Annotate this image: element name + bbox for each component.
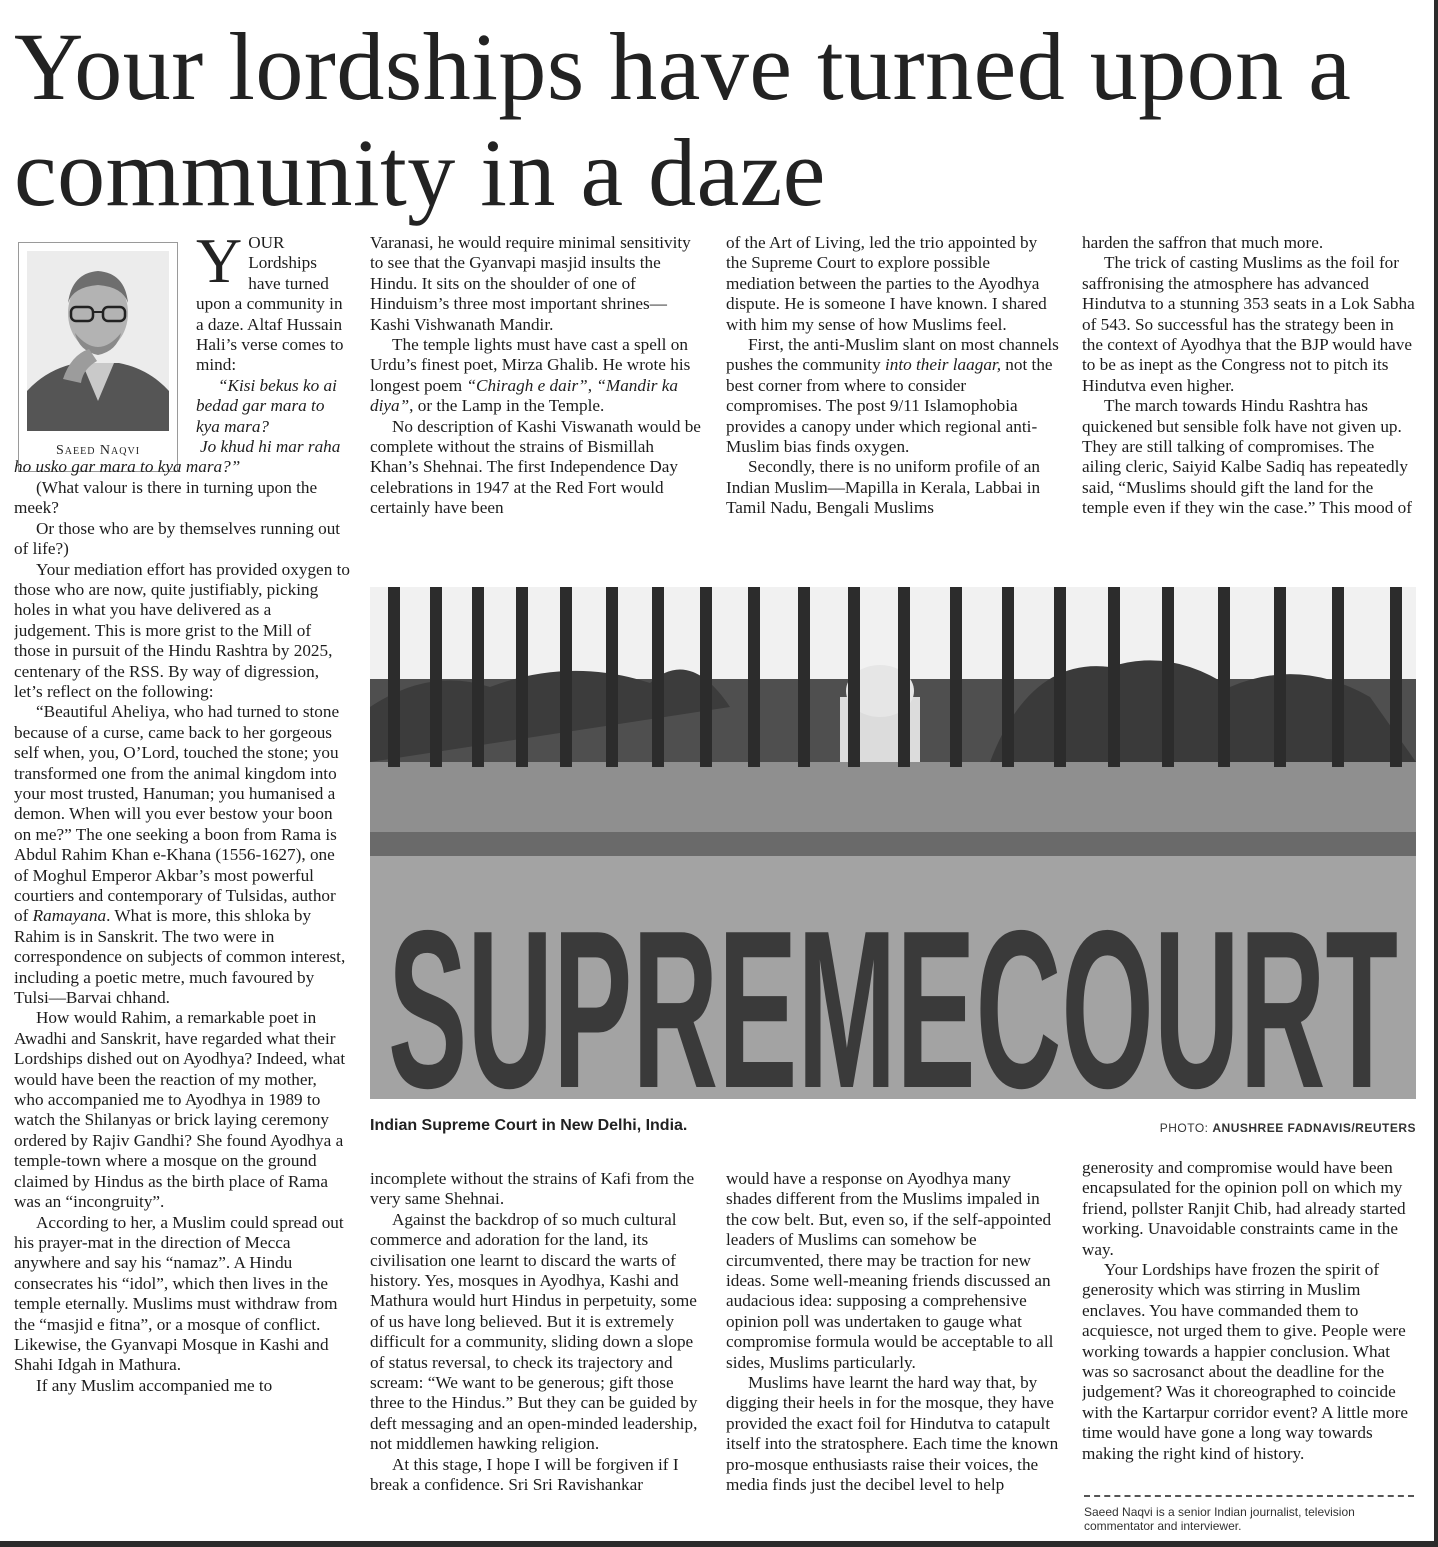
paragraph: How would Rahim, a remarkable poet in Awadhi and Sanskrit, have regarded what their Lordships dished out on Ayodhya? Indeed, what would have been the reaction of my mother, who accompanied me to Ayodhya in 1989 to watch the Shilanyas or brick laying ceremony ordered by Rajiv Gandhi? She found Ayodhya a temple-town where a mosque on the ground claimed by Hindus as the birth place of Rama was an “incongruity”. (14, 1008, 346, 1212)
paragraph: “Beautiful Aheliya, who had turned to stone because of a curse, came back to her gorgeous self when, you, O’Lord, touched the stone; you transformed one from the animal kingdom into your most trusted, Hanuman; you humanised a demon. When will you ever bestow your boon on me?” The one seeking a boon from Rama is Abdul Rahim Khan e-Khana (1556-1627), one of Moghul Emperor Akbar’s most powerful courtiers and contemporary of Tulsidas, author of Ramayana. What is more, this shloka by Rahim is in Sanskrit. The two were in correspondence on subjects of common interest, including a poetic metre, much favoured by Tulsi––Barvai chhand. (14, 702, 346, 1008)
paragraph: Muslims have learnt the hard way that, by digging their heels in for the mosque, they have provided the exact foil for Hindutva to catapult itself into the stratosphere. Each time the known pro-mosque enthusiasts raise their voices, the media finds just the decibel level to help (726, 1373, 1059, 1495)
article-column-4-top (1082, 233, 1416, 563)
photo-caption: Indian Supreme Court in New Delhi, India. (370, 1117, 688, 1134)
drop-cap: Y (196, 233, 243, 296)
paragraph: According to her, a Muslim could spread out his prayer-mat in the direction of Mecca anywhere and say his “namaz”. A Hindu consecrates his “idol”, which then lives in the temple eternally. Muslims must withdraw from the “masjid e fitna”, or a mosque of conflict. Likewise, the Gyanvapi Mosque in Kashi and Shahi Idgah in Mathura. (14, 1212, 344, 1375)
paragraph: The temple lights must have cast a spell on Urdu’s finest poet, Mirza Ghalib. He wrote his longest poem “Chiragh e dair”, “Mandir ka diya”, or the Lamp in the Temple. (370, 335, 691, 416)
paragraph: harden the saffron that much more. (1082, 233, 1324, 252)
paragraph: Your Lordships have frozen the spirit of generosity which was stirring in Muslim enclaves. You have commanded them to acquiesce, not urged them to give. People were working towards a happier conclusion. What was so sacrosanct about the deadline for the judgement? Was it choreographed to coincide with the Kartarpur corridor event? A little more time would have gone a long way towards making the right kind of history. (1082, 1260, 1408, 1463)
paragraph: incomplete without the strains of Kafi from the very same Shehnai. (370, 1169, 695, 1209)
article-column-2-top (370, 233, 702, 563)
photo-sign-text: SUPREMECOURT (388, 883, 1398, 1099)
photo-credit: PHOTO: ANUSHREE FADNAVIS/REUTERS (1159, 1121, 1416, 1135)
poem-title: “Mandir ka diya” (370, 375, 678, 416)
verse-line-1: “Kisi bekus ko ai bedad gar mara to kya mara? (196, 375, 337, 436)
paragraph: Varanasi, he would require minimal sensitivity to see that the Gyanvapi masjid insults the Hindu. It sits on the shoulder of one of Hinduism’s three most important shrines—Kashi Vishwanath Mandir. (370, 233, 691, 334)
paragraph: Against the backdrop of so much cultural commerce and adoration for the land, its civilisation one learnt to discard the warts of history. Yes, mosques in Ayodhya, Kashi and Mathura would hurt Hindus in perpetuity, some of us have long believed. But it is extremely difficult for a community, sliding down a slope of status reversal, to check its trajectory and scream: “We want to be generous; gift those three to the Hindus.” But they can be guided by deft messaging and an open-minded leadership, not middlemen hawking religion. (370, 1209, 698, 1454)
article-column-3-top (726, 233, 1060, 563)
article-column-4-bottom (1082, 1158, 1416, 1490)
supreme-court-image (370, 587, 1416, 1099)
bottom-border (0, 1541, 1438, 1547)
paragraph: of the Art of Living, led the trio appointed by the Supreme Court to explore possible mediation between the parties to the Ayodhya dispute. He is someone I have known. I shared with him my sense of how Muslims feel. (726, 233, 1047, 334)
article-intro (196, 233, 350, 437)
italic-phrase: into their laagar, (884, 355, 1001, 375)
verse-line-2: Jo khud hi mar raha ho usko gar mara to kya mara?” (14, 437, 341, 477)
paragraph: The march towards Hindu Rashtra has quickened but sensible folk have not given up. They are still talking of compromises. The ailing cleric, Saiyid Kalbe Sadiq has repeatedly said, “Muslims should gift the land for the temple even if they win the case.” This mood of (1082, 396, 1412, 518)
paragraph: Your mediation effort has provided oxygen to those who are now, quite justifiably, picking holes in what you have delivered as a judgement. This is more grist to the Mill of those in pursuit of the Hindu Rashtra by 2025, centenary of the RSS. By way of digression, let’s reflect on the following: (14, 559, 350, 701)
paragraph: No description of Kashi Viswanath would be complete without the strains of Bismillah Khan’s Shehnai. The first Independence Day celebrations in 1947 at the Red Fort would certainly have been (370, 416, 701, 518)
paragraph: First, the anti-Muslim slant on most channels pushes the community into their laagar, not the best corner from where to consider compromises. The post 9/11 Islamophobia provides a canopy under which regional anti-Muslim bias finds oxygen. (726, 335, 1059, 457)
bio-divider (1084, 1495, 1414, 1497)
paragraph: At this stage, I hope I will be forgiven if I break a confidence. Sri Sri Ravishankar (370, 1454, 679, 1495)
paragraph: If any Muslim accompanied me to (36, 1375, 273, 1395)
supreme-court-photo (370, 587, 1416, 1099)
paragraph: generosity and compromise would have been encapsulated for the opinion poll on which my friend, pollster Ranjit Chib, had already started working. Unavoidable constraints came in the way. (1082, 1158, 1406, 1259)
paragraph: (What valour is there in turning upon the meek? (14, 477, 318, 518)
paragraph: Secondly, there is no uniform profile of an Indian Muslim—Mapilla in Kerala, Labbai in Tamil Nadu, Bengali Muslims (726, 457, 1041, 518)
paragraph: The trick of casting Muslims as the foil for saffronising the atmosphere has advanced Hindutva to a stunning 353 seats in a Lok Sabha of 543. So successful has the strategy been in the context of Ayodhya that the BJP would have to be as inept as the Congress not to pitch its Hindutva even higher. (1082, 253, 1415, 395)
article-column-3-bottom (726, 1169, 1060, 1539)
headline: Your lordships have turned upon a community in a daze (14, 13, 1352, 226)
right-border (1434, 0, 1438, 1547)
article-column-2-bottom (370, 1169, 702, 1539)
paragraph: would have a response on Ayodhya many shades different from the Muslims impaled in the cow belt. But, even so, if the self-appointed leaders of Muslims can somehow be circumvented, there may be traction for new ideas. Some well-meaning friends discussed an audacious idea: supposing a comprehensive opinion poll was undertaken to gauge what compromise formula would be acceptable to all sides, Muslims particularly. (726, 1169, 1054, 1372)
intro-paragraph: OUR Lordships have turned upon a community in a daze. Altaf Hussain Hali’s verse comes to mind: (196, 233, 344, 375)
author-bio: Saeed Naqvi is a senior Indian journalist, television commentator and interviewer. (1084, 1505, 1355, 1533)
book-title: Ramayana (32, 906, 107, 926)
author-name: Saeed Naqvi (55, 443, 141, 458)
paragraph: Or those who are by themselves running out of life?) (14, 518, 341, 559)
article-column-1 (14, 233, 350, 1539)
poem-title: “Chiragh e dair” (466, 375, 588, 395)
